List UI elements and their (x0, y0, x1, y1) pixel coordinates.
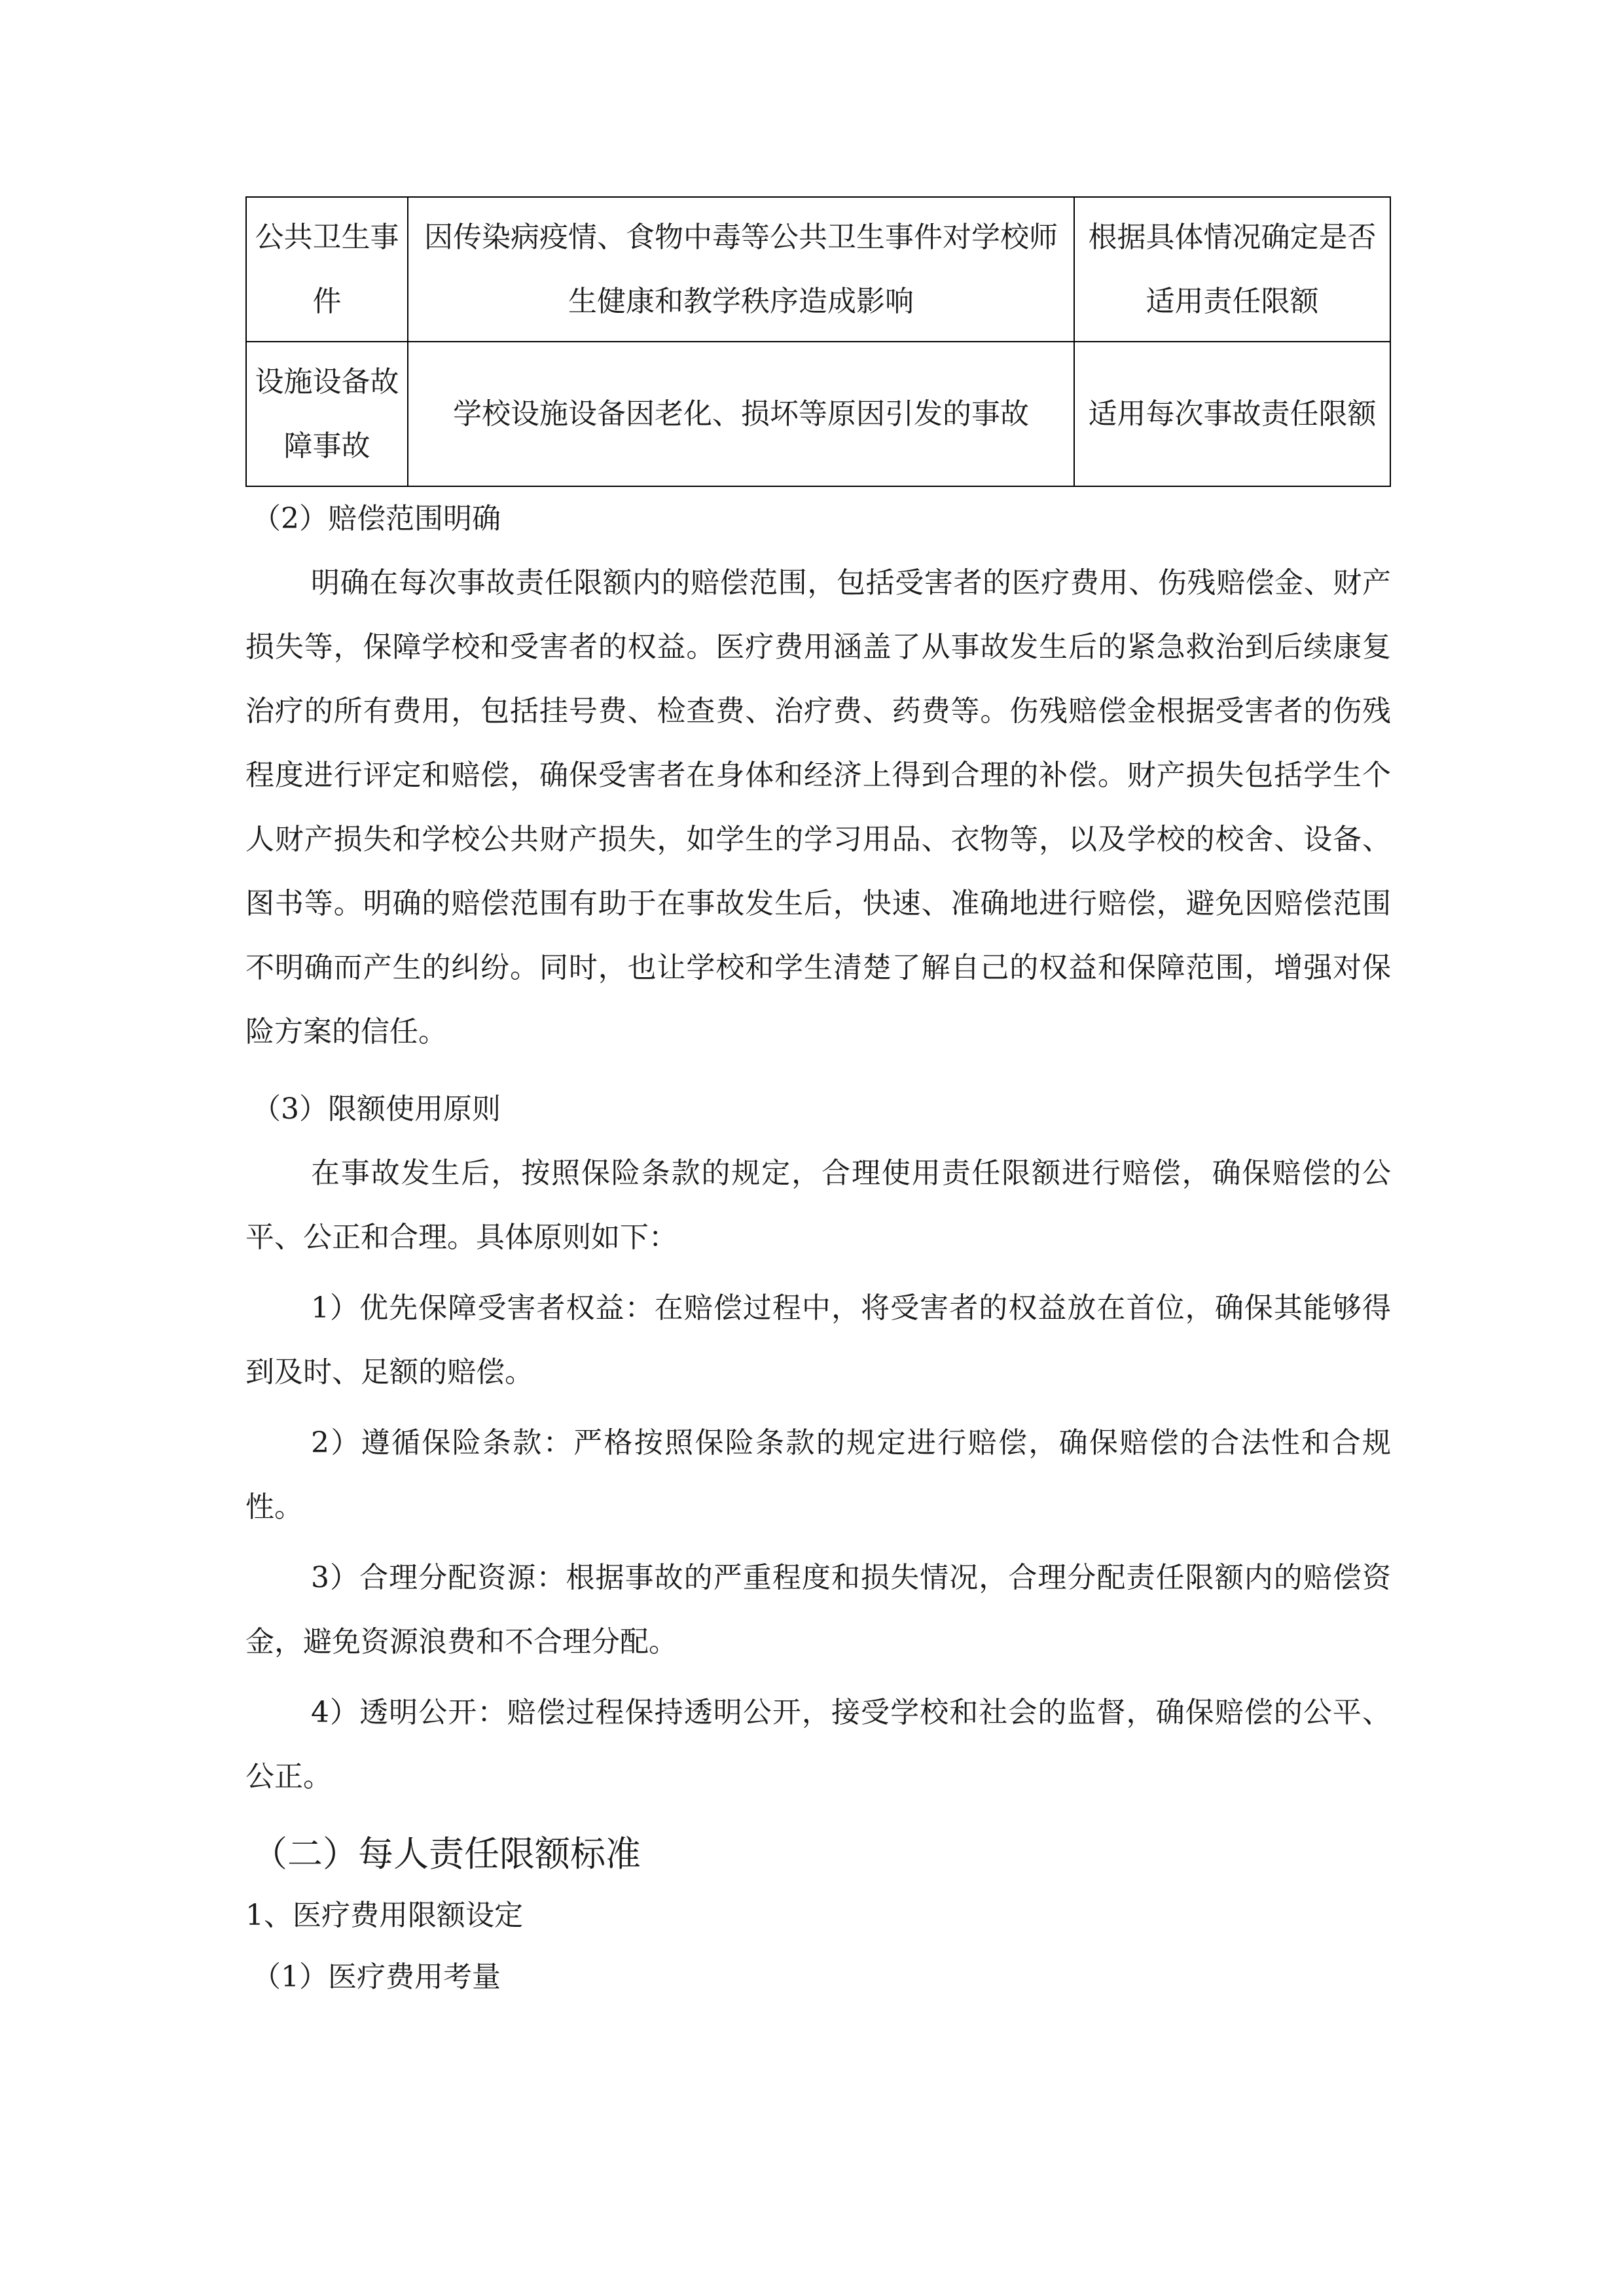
principle-item: 3）合理分配资源：根据事故的严重程度和损失情况，合理分配责任限额内的赔偿资金，避免资源浪费和不合理分配。 (245, 1561, 1391, 1659)
principle-item: 2）遵循保险条款：严格按照保险条款的规定进行赔偿，确保赔偿的合法性和合规性。 (245, 1426, 1391, 1524)
document-page (245, 196, 1391, 2009)
liability-limit-cell: 适用每次事故责任限额 (1074, 342, 1390, 486)
liability-limit-cell: 根据具体情况确定是否适用责任限额 (1074, 197, 1390, 342)
accident-type-cell: 公共卫生事件 (246, 197, 408, 342)
medical-cost-heading: （1）医疗费用考量 (252, 1960, 501, 1994)
accident-description-cell: 因传染病疫情、食物中毒等公共卫生事件对学校师生健康和教学秩序造成影响 (408, 197, 1074, 342)
limit-principles-heading: （3）限额使用原则 (252, 1092, 501, 1126)
compensation-scope-heading: （2）赔偿范围明确 (252, 502, 501, 535)
accident-description-cell: 学校设施设备因老化、损坏等原因引发的事故 (408, 342, 1074, 486)
compensation-scope-paragraph: 明确在每次事故责任限额内的赔偿范围，包括受害者的医疗费用、伤残赔偿金、财产损失等，保障学校和受害者的权益。医疗费用涵盖了从事故发生后的紧急救治到后续康复治疗的所有费用，包括挂号费、检查费、治疗费、药费等。伤残赔偿金根据受害者的伤残程度进行评定和赔偿，确保受害者在身体和经济上得到合理的补偿。财产损失包括学生个人财产损失和学校公共财产损失，如学生的学习用品、衣物等，以及学校的校舍、设备、图书等。明确的赔偿范围有助于在事故发生后，快速、准确地进行赔偿，避免因赔偿范围不明确而产生的纠纷。同时，也让学校和学生清楚了解自己的权益和保障范围，增强对保险方案的信任。 (245, 566, 1391, 1049)
accident-type-table (245, 196, 1391, 487)
table-row (246, 197, 1390, 342)
chapter-heading: （二）每人责任限额标准 (252, 1833, 641, 1874)
principle-item: 4）透明公开：赔偿过程保持透明公开，接受学校和社会的监督，确保赔偿的公平、公正。 (245, 1696, 1391, 1793)
limit-principles-intro: 在事故发生后，按照保险条款的规定，合理使用责任限额进行赔偿，确保赔偿的公平、公正和合理。具体原则如下： (245, 1157, 1391, 1254)
accident-type-cell: 设施设备故障事故 (246, 342, 408, 486)
principle-item: 1）优先保障受害者权益：在赔偿过程中，将受害者的权益放在首位，确保其能够得到及时、足额的赔偿。 (245, 1291, 1391, 1389)
table-row (246, 342, 1390, 486)
medical-limit-heading: 1、医疗费用限额设定 (245, 1899, 523, 1932)
